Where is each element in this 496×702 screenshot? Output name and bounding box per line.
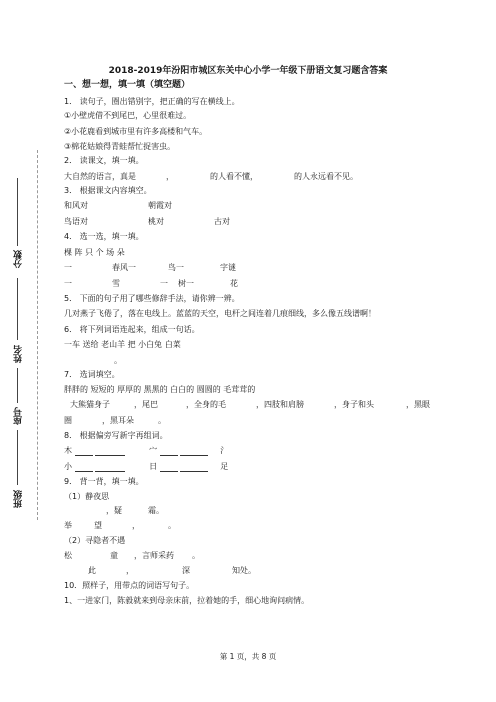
q6-end: 。 xyxy=(114,356,122,365)
q1-item: ①小壁虎借不到尾巴，心里很难过。 xyxy=(64,111,192,120)
q4-row: 一 春风一 鸟一 字谜 xyxy=(64,263,236,272)
q8-row: 木 宀 氵 xyxy=(64,446,229,455)
binding-line xyxy=(37,150,38,520)
q4-stem: 4． 选一选，填一填。 xyxy=(64,232,144,241)
class-label: 班级 xyxy=(14,490,24,508)
seat-underline xyxy=(17,368,18,403)
q3-stem: 3． 根据课文内容填空。 xyxy=(64,186,152,195)
q10-stem: 10．照样子，用带点的词语写句子。 xyxy=(64,581,195,590)
section-heading: 一、想一想，填一填（填空题） xyxy=(64,80,191,90)
q1-stem: 1． 读句子，圈出错别字，把正确的写在横线上。 xyxy=(64,97,240,106)
q7-line: 大熊猫身子 ，尾巴 ，全身的毛 ，四肢和肩膀 ，身子和头 ，黑眼 xyxy=(70,400,430,409)
q9-stem: 9． 背一背，填一填。 xyxy=(64,477,144,486)
q5-text: 几对燕子飞倦了，落在电线上。蓝蓝的天空，电杆之间连着几痕细线，多么像五线谱啊！ xyxy=(64,309,376,318)
page-footer: 第 1 页，共 8 页 xyxy=(219,652,277,661)
class-underline xyxy=(17,430,18,485)
q4-options: 棵 阵 只 个 场 朵 xyxy=(64,248,125,257)
q10-text: 1、一进家门，陈毅就来到母亲床前，拉着她的手，细心地询问病情。 xyxy=(64,596,310,605)
score-label: 分数 xyxy=(14,250,24,268)
seat-label: 座号 xyxy=(14,407,24,425)
poem-title: （2）寻隐者不遇 xyxy=(64,536,126,545)
q2-stem: 2． 读课文，填一填。 xyxy=(64,156,144,165)
q5-stem: 5． 下面的句子用了哪些修辞手法，请你辨一辨。 xyxy=(64,294,240,303)
poem-line: ，疑 霜。 xyxy=(106,506,164,515)
name-underline xyxy=(17,278,18,340)
q7-words: 胖胖的 短短的 厚厚的 黑黑的 白白的 圆圆的 毛茸茸的 xyxy=(64,385,256,394)
poem-line: 举 望 ， 。 xyxy=(64,521,176,530)
q8-row: 小 日 足 xyxy=(64,462,229,471)
q7-stem: 7． 选词填空。 xyxy=(64,370,120,379)
poem-line: 此 ， 深 知处。 xyxy=(88,566,256,575)
poem-line: 松 童 ，言师采药 。 xyxy=(64,551,200,560)
q7-line: 圈 ，黑耳朵 。 xyxy=(64,416,166,425)
q3-row: 和风对 朝霞对 xyxy=(64,201,172,210)
name-label: 姓名 xyxy=(14,345,24,363)
q4-row: 一 雪 一 树一 花 xyxy=(64,279,238,288)
q1-item: ②小花鹿看到城市里有许多高楼和气车。 xyxy=(64,127,208,136)
q3-row: 鸟语对 桃对 古对 xyxy=(64,217,230,226)
q1-item: ③棉花姑娘得青蛙帮忙捉害虫。 xyxy=(64,142,176,151)
q8-stem: 8． 根据偏旁写新字再组词。 xyxy=(64,431,168,440)
q2-line: 大自然的语言，真是 ， 的人看不懂， 的人永远看不见。 xyxy=(64,172,358,181)
q6-stem: 6． 将下列词语连起来，组成一句话。 xyxy=(64,325,200,334)
poem-title: （1）静夜思 xyxy=(64,492,110,501)
page-title: 2018-2019年汾阳市城区东关中心小学一年级下册语文复习题含答案 xyxy=(108,66,388,76)
score-underline xyxy=(17,178,18,246)
q6-words: 一车 送给 老山羊 把 小白兔 白菜 xyxy=(64,340,181,349)
